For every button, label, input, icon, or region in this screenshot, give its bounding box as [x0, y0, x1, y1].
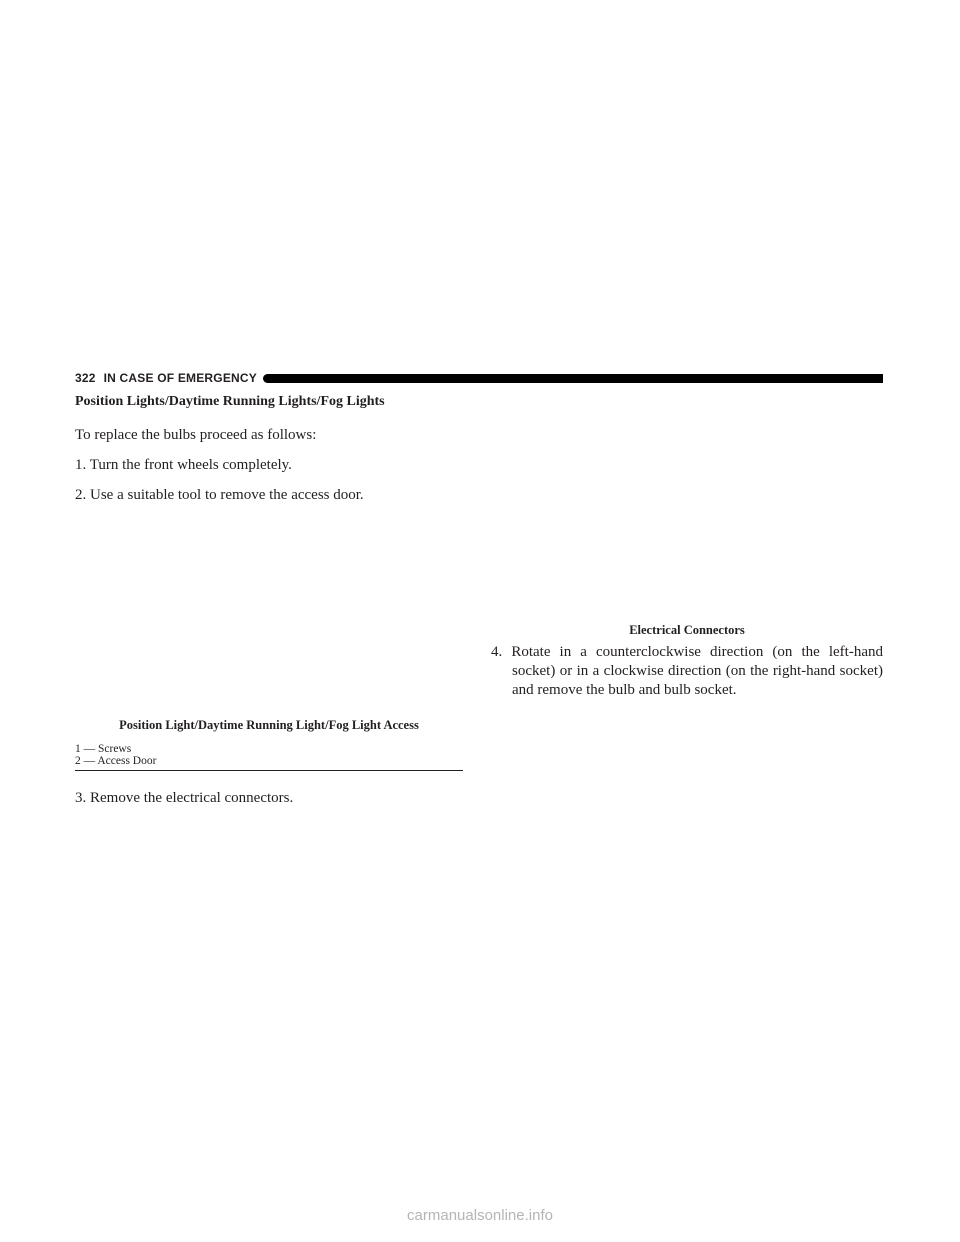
- site-watermark: carmanualsonline.info: [407, 1207, 553, 1224]
- connectors-figure-caption: Electrical Connectors: [629, 623, 745, 637]
- left-column: [75, 392, 463, 819]
- step-4: 4. Rotate in a counterclockwise direction (on the left-hand socket) or in a clockwise direction (on the right-hand socket) and remove the bulb and bulb socket.: [491, 644, 883, 698]
- page-number: 322: [75, 371, 96, 385]
- step-1: 1. Turn the front wheels completely.: [75, 457, 292, 473]
- access-door-figure: [75, 516, 463, 717]
- legend-divider: [75, 770, 463, 771]
- step-2: 2. Use a suitable tool to remove the access door.: [75, 487, 364, 503]
- section-heading: Position Lights/Daytime Running Lights/Fog Lights: [75, 394, 385, 409]
- page-header: [75, 370, 883, 386]
- step-3: 3. Remove the electrical connectors.: [75, 790, 294, 806]
- legend-item-screws: 1 — Screws: [75, 743, 132, 755]
- right-column: [491, 622, 883, 700]
- legend-item-access-door: 2 — Access Door: [75, 755, 157, 767]
- header-rule-bar: [263, 374, 883, 383]
- access-figure-caption: Position Light/Daytime Running Light/Fog Light Access: [119, 718, 419, 732]
- intro-paragraph: To replace the bulbs proceed as follows:: [75, 427, 317, 443]
- figure-legend: [75, 743, 463, 767]
- section-title: IN CASE OF EMERGENCY: [103, 371, 257, 385]
